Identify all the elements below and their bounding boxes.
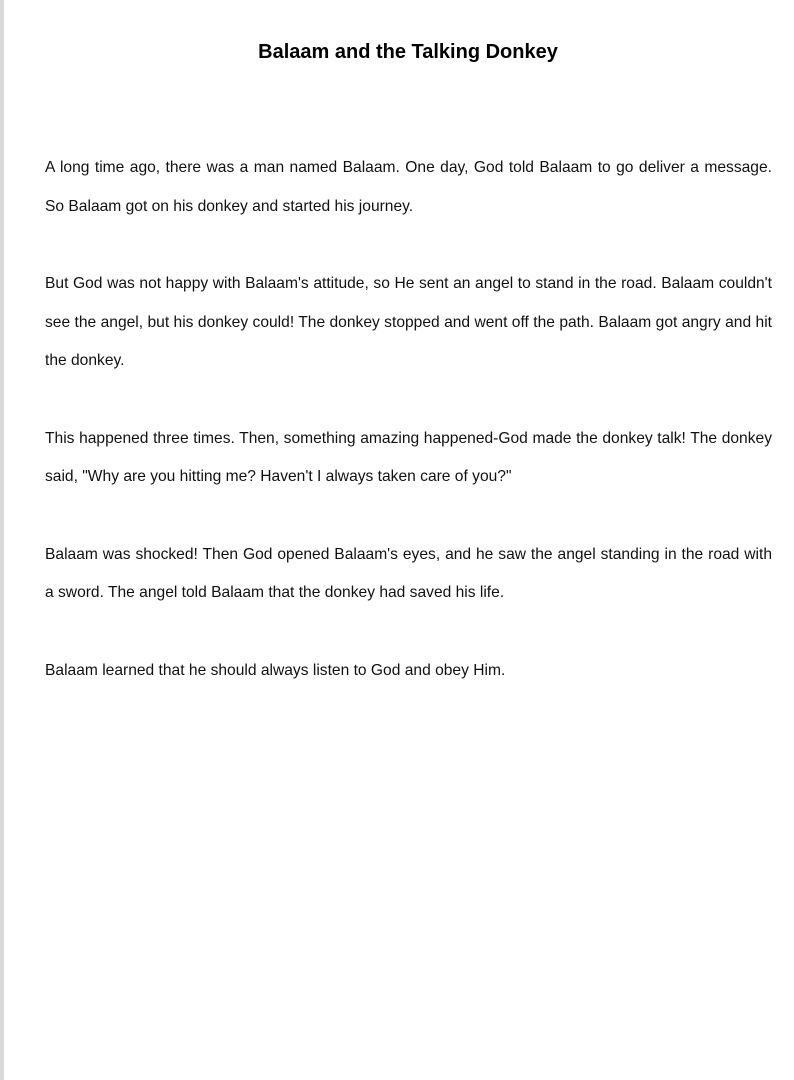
paragraph-1: A long time ago, there was a man named Balaam. One day, God told Balaam to go deliver a message. So Balaam got on his donkey and started his journey. [45, 159, 772, 215]
paragraph-5: Balaam learned that he should always listen to God and obey Him. [45, 661, 506, 679]
paragraph-2: But God was not happy with Balaam's attitude, so He sent an angel to stand in the road. Balaam couldn't see the angel, but his donkey could! The donkey stopped and went off the path. Balaam got angry and hit the donkey. [45, 275, 772, 369]
paragraph-4: Balaam was shocked! Then God opened Balaam's eyes, and he saw the angel standing in the road with a sword. The angel told Balaam that the donkey had saved his life. [45, 545, 772, 601]
paragraph-3: This happened three times. Then, something amazing happened-God made the donkey talk! The donkey said, "Why are you hitting me? Haven't I always taken care of you?" [45, 429, 772, 485]
document-title: Balaam and the Talking Donkey [258, 41, 558, 63]
document-body [45, 149, 772, 729]
